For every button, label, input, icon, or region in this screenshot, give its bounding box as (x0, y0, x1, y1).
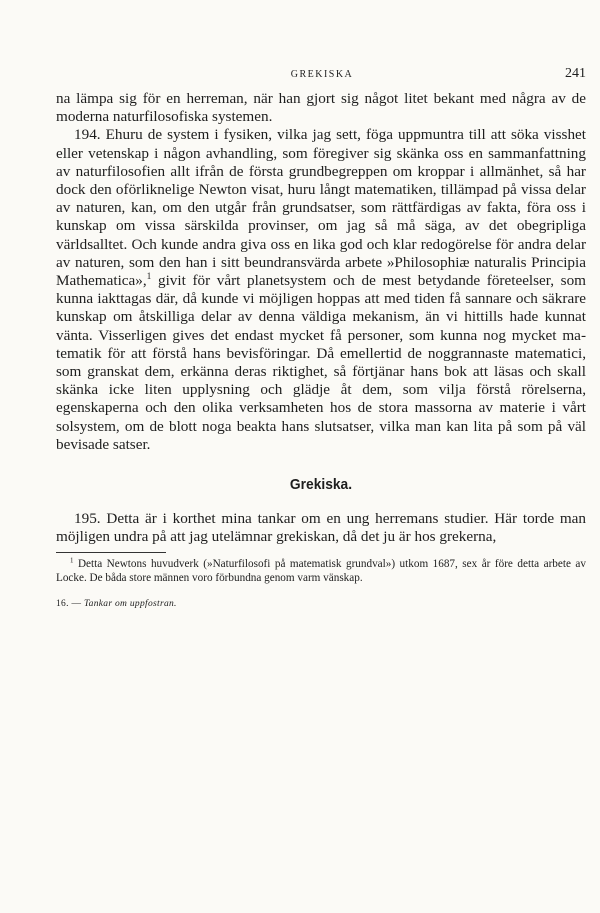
footnote-divider (56, 552, 166, 553)
signature-sheet: 16. (56, 598, 69, 609)
signature-title: Tankar om uppfostran. (83, 598, 177, 609)
printer-signature (56, 595, 586, 613)
footnote-text: Detta Newtons huvudverk (»Naturfilosofi på matematisk grundval») utkom 1687, sex år före detta arbete av Locke. De båda store männen voro förbundna genom varm vänskap. (56, 557, 586, 584)
paragraph-195: 195. Detta är i korthet mina tankar om en ung herremans studier. Här torde man möjligen undra på att jag utelämnar grekiskan, då det ju är hos grekerna, (56, 510, 586, 546)
paragraph-194-text: 194. Ehuru de system i fysiken, vilka jag sett, föga uppmuntra till att söka visshet eller vetenskap i någon avhandling, som föregiver sig skänka oss en sammanfattning av naturfilosofien allt ifrån de första grundbegreppen om kroppar i allmänhet, så har dock den oförliknelige Newton visat, huru långt matematiken, tillämpad på vissa delar av naturen, kan, om den utgår från grundsatser, som rättfärdigas av fakta, föra oss i kunskap om vissa särskilda provinser, om jag så må säga, av det obegripliga världsalltet. Och kunde andra giva oss en lika god och klar redogörelse för andra delar av naturen, som den han i sitt beundransvärda arbete »Philosophiæ naturalis Principia Mathematica», (56, 126, 586, 290)
paragraph-194-text-cont: givit för vårt planetsystem och de mest betydande företeelser, som kunna iakttagas där, då kunde vi möjligen hoppas att med tiden få sannare och säkrare kunskap om åtskilliga delar av denna väldiga mekanism, än vi hittills hade kunnat vänta. Visserligen gives det endast mycket få personer, som kunna nog mycket matematik för att förstå hans bevisföringar. Då emellertid de noggrannaste matematici, som granskat dem, erkänna deras riktighet, så förtjänar hans bok att läsas och skall skänka icke liten upplysning och glädje åt dem, som vilja förstå rörelserna, egenskaperna och den olika verksamheten hos de stora massorna av materie i vårt solsystem, om de blott noga beakta hans slutsatser, vilka man kan lita på som på väl bevisade satser. (56, 272, 586, 453)
body-text (56, 90, 586, 613)
page-header (58, 66, 586, 84)
footnote-1 (56, 557, 586, 585)
footnote-reference: 1 (146, 271, 152, 282)
paragraph-continuation: na lämpa sig för en herreman, när han gjort sig något litet bekant med några av de moderna naturfilosofiska systemen. (56, 90, 586, 126)
signature-dash: — (68, 598, 84, 609)
running-title: GREKISKA (290, 69, 354, 80)
section-heading: Grekiska. (289, 476, 353, 494)
paragraph-194 (56, 126, 586, 454)
footnote-marker: 1 (70, 555, 74, 564)
page-number: 241 (565, 66, 586, 81)
footnotes (56, 557, 586, 585)
